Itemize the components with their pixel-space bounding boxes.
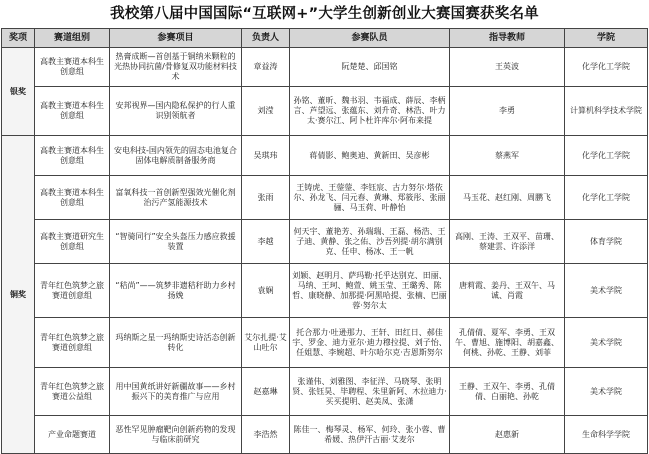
header-college: 学院 (565, 29, 648, 48)
members-cell: 张谨伟、刘雅图、李征洋、马晓琴、张明贤、张钰昊、毕聘程、朱里新阿、木拉迪力·买买提明、赵美凤、张潇 (290, 368, 450, 416)
advisors-cell: 王静、王双午、李勇、孔倩倩、白丽艳、孙乾 (450, 368, 565, 416)
track-cell: 高教主赛道本科生创意组 (35, 176, 110, 220)
members-cell: 蒋倩影、鲍奥迪、黄新田、吴彦彬 (290, 136, 450, 176)
leader-cell: 章益涛 (242, 48, 290, 87)
award-silver: 银奖 (2, 48, 35, 136)
table-row (2, 220, 648, 264)
leader-cell: 艾尔扎提·艾山吐尔 (242, 318, 290, 368)
college-cell: 美术学院 (565, 318, 648, 368)
header-row (2, 29, 648, 48)
advisors-cell: 王英波 (450, 48, 565, 87)
advisors-cell: 马玉花、赵红刚、周鹏飞 (450, 176, 565, 220)
advisors-cell: 高刚、王涛、王双平、苗珊、蔡建雲、许添洋 (450, 220, 565, 264)
header-award: 奖项 (2, 29, 35, 48)
project-cell: 富氧科技一首创新型强效光催化剂治污产氢能源技术 (110, 176, 242, 220)
members-cell: 王铸虎、王蓥蓥、李钰宸、古力努尔·塔依尔、孙龙飞、闫元春、黄琳、郑筱彤、张丽骊、马玉荷、叶静怡 (290, 176, 450, 220)
project-cell: 恶性罕见肿瘤靶向创新药物的发现与临床前研究 (110, 416, 242, 454)
track-cell: 高教主赛道本科生创意组 (35, 48, 110, 87)
track-cell: 青年红色筑梦之旅赛道创意组 (35, 318, 110, 368)
college-cell: 生命科学学院 (565, 416, 648, 454)
project-cell: 玛纳斯之星一玛纳斯史诗活态创新转化 (110, 318, 242, 368)
header-project: 参赛项目 (110, 29, 242, 48)
track-cell: 产业命题赛道 (35, 416, 110, 454)
college-cell: 美术学院 (565, 368, 648, 416)
header-track: 赛道组别 (35, 29, 110, 48)
leader-cell: 吴琪玮 (242, 136, 290, 176)
members-cell: 刘颖、赵明月、萨玛勒·托乎达别克、田丽、马纳、王珂、鲍萱、姚玉莹、王璐秀、陈哲、康晓静、加那提·阿黑哈提、张楠、巴丽蓉·努尔太 (290, 264, 450, 318)
track-cell: 青年红色筑梦之旅赛道创意组 (35, 264, 110, 318)
table-row (2, 318, 648, 368)
track-cell: 青年红色筑梦之旅赛道公益组 (35, 368, 110, 416)
project-cell: 用中国黄纸讲好新疆故事——乡村振兴下的美育推广与应用 (110, 368, 242, 416)
track-cell: 高教主赛道本科生创意组 (35, 87, 110, 136)
college-cell: 化学化工学院 (565, 48, 648, 87)
table-row (2, 48, 648, 87)
leader-cell: 李越 (242, 220, 290, 264)
advisors-cell: 蔡燕军 (450, 136, 565, 176)
advisors-cell: 唐莉霞、姜丹、王双午、马诚、肖霞 (450, 264, 565, 318)
track-cell: 高教主赛道研究生创意组 (35, 220, 110, 264)
table-row (2, 368, 648, 416)
table-row (2, 416, 648, 454)
college-cell: 体育学院 (565, 220, 648, 264)
track-cell: 高教主赛道本科生创意组 (35, 136, 110, 176)
header-advisors: 指导教师 (450, 29, 565, 48)
table-row (2, 87, 648, 136)
members-cell: 阮楚楚、邱国铭 (290, 48, 450, 87)
college-cell: 化学化工学院 (565, 176, 648, 220)
advisors-cell: 孔倩倩、夏军、李勇、王双午、曹旭、施博阳、胡嘉鑫、何桃、孙乾、王静、刘菲 (450, 318, 565, 368)
project-cell: “秸尚”——筑梦非遗秸秆助力乡村扬娩 (110, 264, 242, 318)
leader-cell: 刘滢 (242, 87, 290, 136)
college-cell: 计算机科学技术学院 (565, 87, 648, 136)
project-cell: 安电科技-国内领先的固态电池复合固体电解质制备服务商 (110, 136, 242, 176)
advisors-cell: 李勇 (450, 87, 565, 136)
table-row (2, 136, 648, 176)
members-cell: 孙铭、董昕、魏书羽、韦福成、薛辰、李柄言、芦望远、张蕴东、刘升奇、林浩、叶力太·赛尔江、阿卜杜许库尔·阿布来提 (290, 87, 450, 136)
leader-cell: 李浩然 (242, 416, 290, 454)
project-cell: 安邦视界—国内隐私保护的行人重识别领航者 (110, 87, 242, 136)
award-table (1, 28, 648, 454)
college-cell: 美术学院 (565, 264, 648, 318)
advisors-cell: 赵惠新 (450, 416, 565, 454)
award-bronze: 铜奖 (2, 136, 35, 454)
table-row (2, 264, 648, 318)
project-cell: “智骑同行”安全头盔压力感应救援装置 (110, 220, 242, 264)
table-row (2, 176, 648, 220)
header-leader: 负责人 (242, 29, 290, 48)
members-cell: 何天宇、董艳芳、孙瑞瑞、王磊、杨浩、王子迪、黄静、张之佑、沙吾列提·胡尔满别克、任申、杨冰、王一帆 (290, 220, 450, 264)
project-cell: 热膏成断—首创基于铜纳米颗粒的光热协同抗菌/骨修复双功能材料技术 (110, 48, 242, 87)
document-title: 我校第八届中国国际“互联网+”大学生创新创业大赛国赛获奖名单 (110, 6, 539, 22)
members-cell: 陈佳一、梅琴灵、杨军、何玲、张小蓉、曹希媛、热伊汗古丽·艾麦尔 (290, 416, 450, 454)
header-members: 参赛队员 (290, 29, 450, 48)
college-cell: 化学化工学院 (565, 136, 648, 176)
leader-cell: 张雨 (242, 176, 290, 220)
leader-cell: 袁娴 (242, 264, 290, 318)
leader-cell: 赵嘉琳 (242, 368, 290, 416)
members-cell: 托合那力·吐逊那力、王轩、田红日、郝佳宇、罗金、迪力亚尔·迪力穆拉提、刘子怡、任姐慧、李婉超、叶尔哈尔克·吉恩斯努尔 (290, 318, 450, 368)
